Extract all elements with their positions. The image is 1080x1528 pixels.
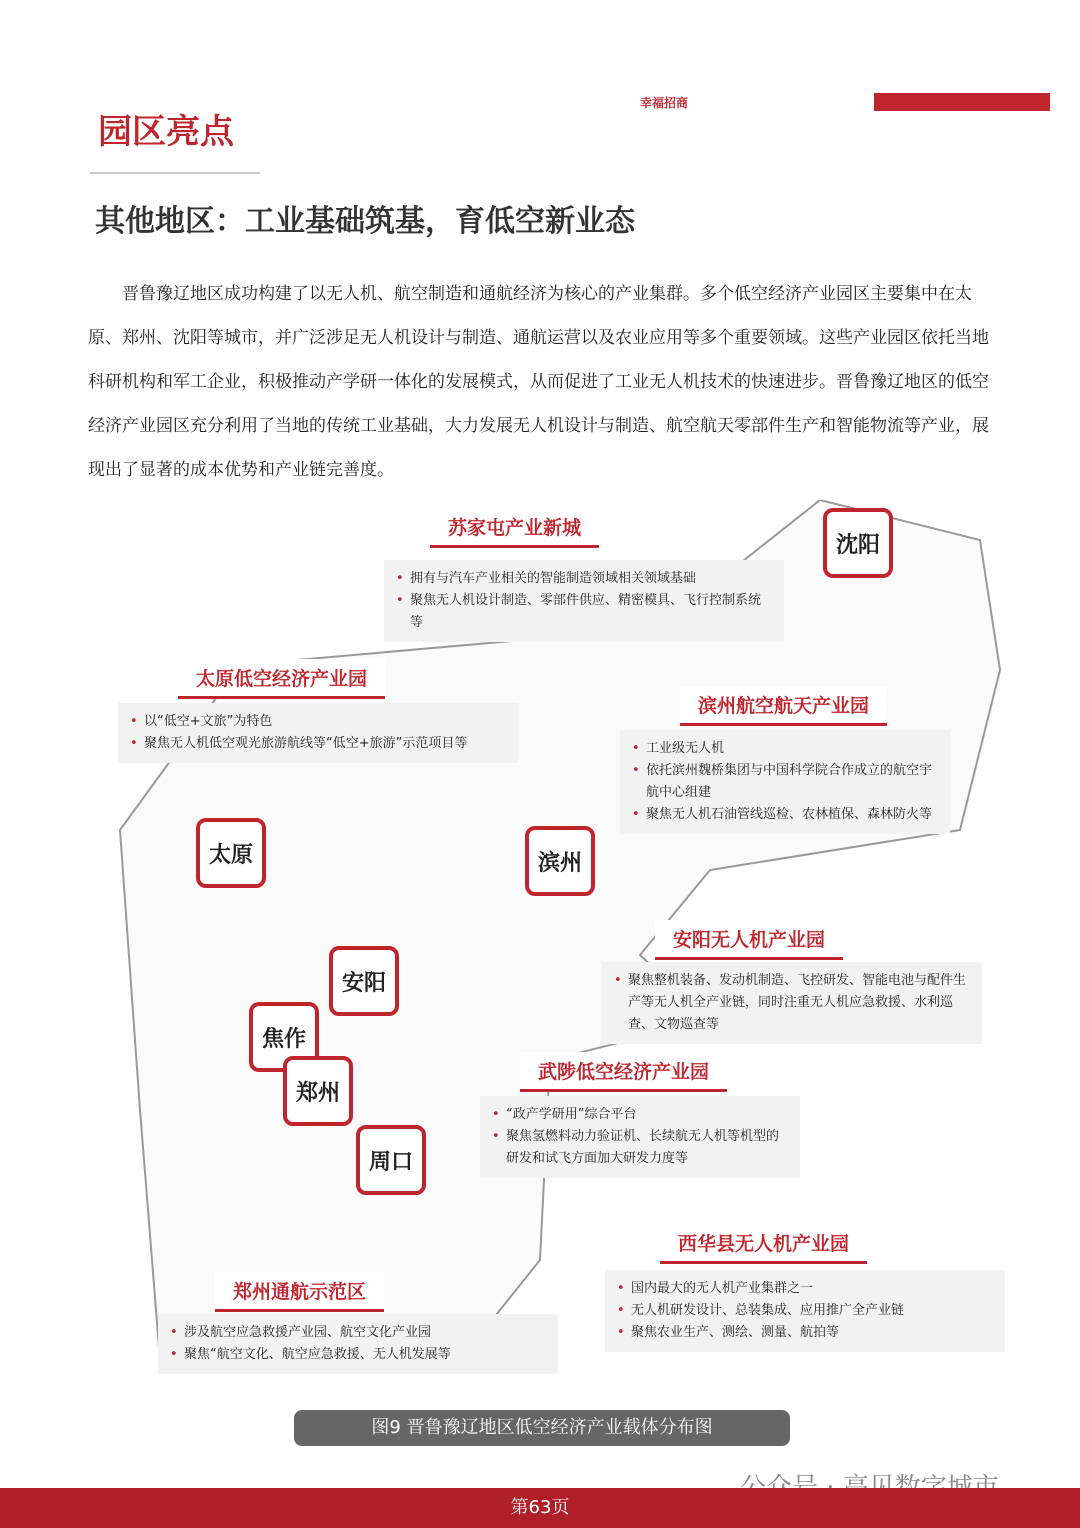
park-box: • 以“低空+文旅”为特色 • 聚焦无人机低空观光旅游航线等“低空+旅游”示范项目等 xyxy=(118,703,518,763)
park-box: • 国内最大的无人机产业集群之一 • 无人机研发设计、总装集成、应用推广全产业链 • 聚焦农业生产、测绘、测量、航拍等 xyxy=(605,1270,1005,1352)
park-label: 安阳无人机产业园 xyxy=(655,920,843,960)
city-pin-binzhou: 滨州 xyxy=(525,826,595,896)
city-pin-shenyang: 沈阳 xyxy=(823,508,893,578)
figure-caption: 图9 晋鲁豫辽地区低空经济产业载体分布图 xyxy=(294,1410,790,1446)
city-pin-jiaozuo: 焦作 xyxy=(249,1002,319,1072)
park-label: 西华县无人机产业园 xyxy=(660,1224,867,1264)
park-box: • 拥有与汽车产业相关的智能制造领域相关领域基础 • 聚焦无人机设计制造、零部件供应、精密模具、飞行控制系统等 xyxy=(384,560,784,642)
park-box: • 涉及航空应急救援产业园、航空文化产业园 • 聚焦“航空文化、航空应急救援、无人机发展等 xyxy=(158,1314,558,1374)
park-label: 苏家屯产业新城 xyxy=(430,508,599,548)
section-title: 园区亮点 xyxy=(98,112,234,152)
section-underline xyxy=(90,172,260,174)
park-box: • “政产学研用”综合平台 • 聚焦氢燃料动力验证机、长续航无人机等机型的研发和试飞方面加大研发力度等 xyxy=(480,1096,800,1178)
brand-logo: 幸福招商 xyxy=(640,96,689,110)
page-subtitle: 其他地区：工业基础筑基，育低空新业态 xyxy=(95,204,635,239)
park-box: • 工业级无人机 • 依托滨州魏桥集团与中国科学院合作成立的航空宇航中心组建 • 聚焦无人机石油管线巡检、农林植保、森林防火等 xyxy=(620,730,950,834)
city-pin-zhengzhou: 郑州 xyxy=(283,1056,353,1126)
page-number: 第63页 xyxy=(510,1497,570,1518)
park-label: 郑州通航示范区 xyxy=(215,1272,384,1312)
park-box: • 聚焦整机装备、发动机制造、飞控研发、智能电池与配件生产等无人机全产业链，同时注重无人机应急救援、水利巡查、文物巡查等 xyxy=(602,962,982,1044)
park-label: 滨州航空航天产业园 xyxy=(680,686,887,726)
city-pin-taiyuan: 太原 xyxy=(196,818,266,888)
park-label: 太原低空经济产业园 xyxy=(178,659,385,699)
city-pin-anyang: 安阳 xyxy=(329,946,399,1016)
park-label: 武陟低空经济产业园 xyxy=(520,1052,727,1092)
city-pin-zhoukou: 周口 xyxy=(356,1125,426,1195)
body-paragraph: 晋鲁豫辽地区成功构建了以无人机、航空制造和通航经济为核心的产业集群。多个低空经济产业园区主要集中在太原、郑州、沈阳等城市，并广泛涉足无人机设计与制造、通航运营以及农业应用等多个重要领域。这些产业园区依托当地科研机构和军工企业，积极推动产学研一体化的发展模式，从而促进了工业无人机技术的快速进步。晋鲁豫辽地区的低空经济产业园区充分利用了当地的传统工业基础，大力发展无人机设计与制造、航空航天零部件生产和智能物流等产业，展现出了显著的成本优势和产业链完善度。 xyxy=(88,284,989,480)
header-bar xyxy=(874,93,1050,111)
